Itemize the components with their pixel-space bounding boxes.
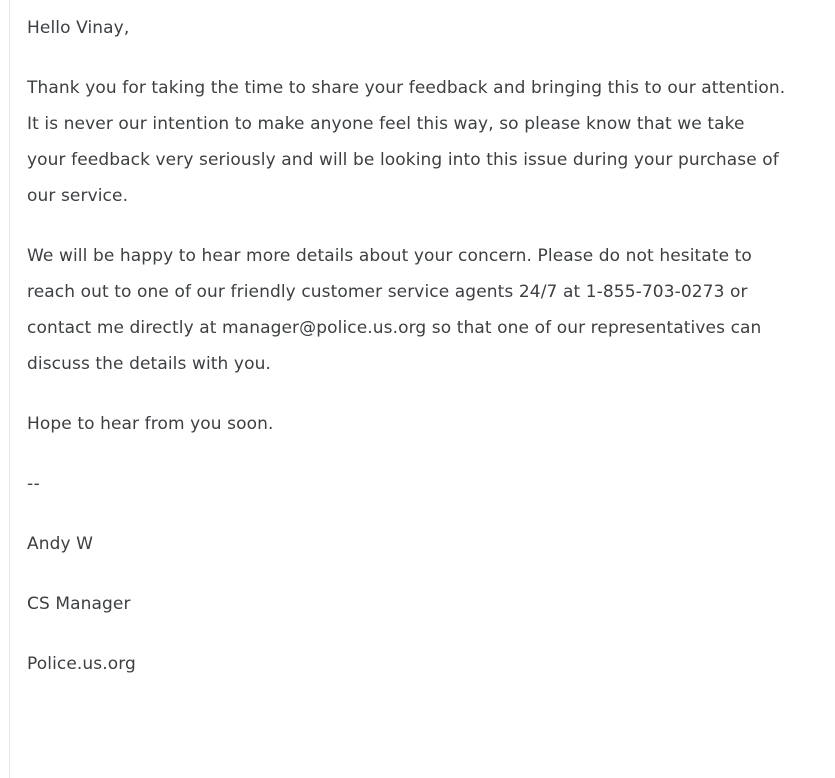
signature-name: Andy W: [27, 534, 94, 554]
email-paragraph-2: We will be happy to hear more details about your concern. Please do not hesitate to reach out to one of our friendly customer service agents 24/7 at 1-855-703-0273 or contact me directly at manager@police.us.org so that one of our representatives can discuss the details with you.: [27, 246, 767, 374]
signature-organization: Police.us.org: [27, 654, 136, 674]
email-paragraph-3: Hope to hear from you soon.: [27, 414, 274, 434]
left-margin-rail: [0, 0, 10, 778]
email-greeting: Hello Vinay,: [27, 18, 130, 38]
email-message-content: [27, 10, 791, 682]
signature-title: CS Manager: [27, 594, 131, 614]
signature-separator: --: [27, 474, 41, 494]
email-paragraph-1: Thank you for taking the time to share your feedback and bringing this to our attention. It is never our intention to make anyone feel this way, so please know that we take your feedback very seriously and will be looking into this issue during your purchase of our service.: [27, 78, 791, 206]
